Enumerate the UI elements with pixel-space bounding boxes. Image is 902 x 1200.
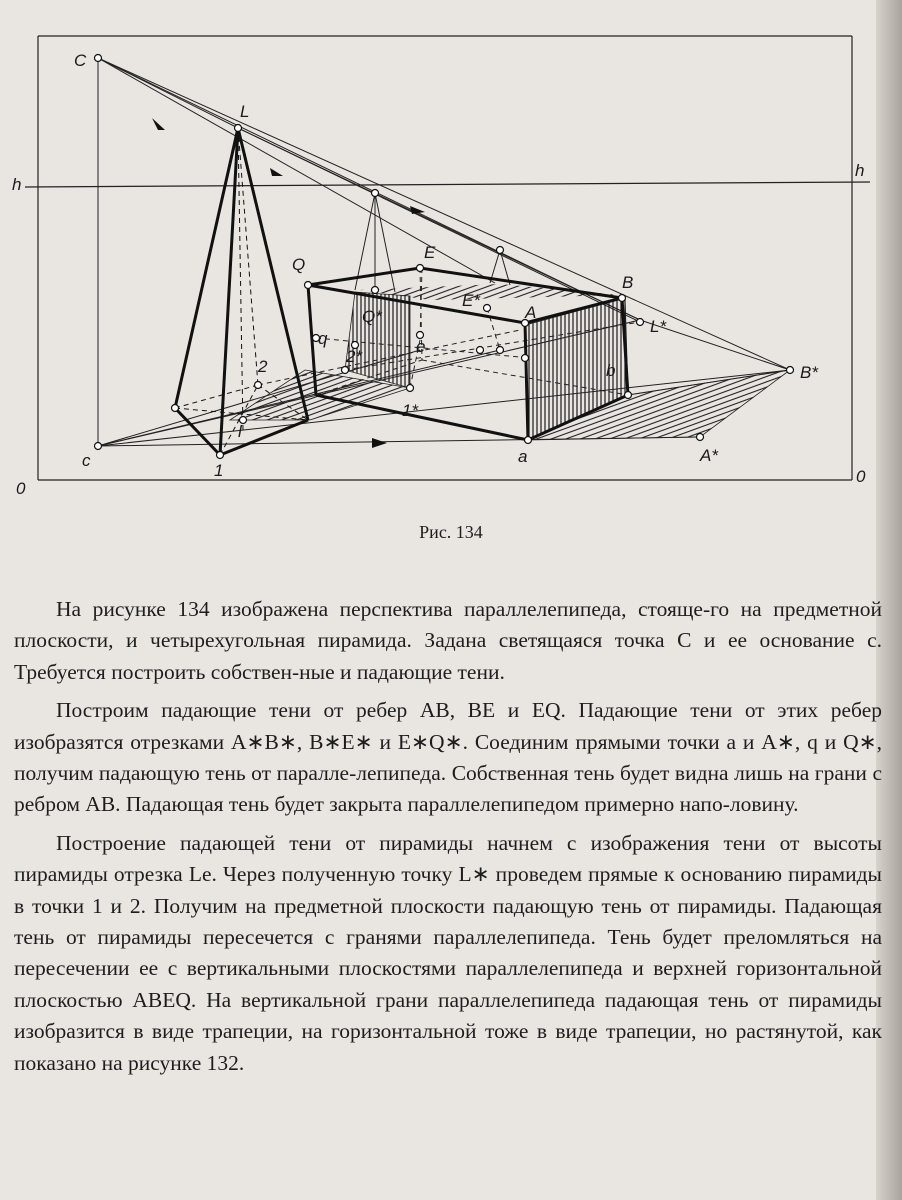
label-2: 2 bbox=[258, 357, 268, 376]
label-Q: Q bbox=[292, 255, 306, 274]
label-A: A bbox=[525, 303, 537, 322]
paragraph-1: На рисунке 134 изображена перспектива параллелепипеда, стояще-го на предметной плоскости, и четырехугольная пирамида. Задана светящаяся точка C и ее основание c. Требуется построить собствен-ные и падающие тени. bbox=[14, 597, 882, 684]
label-h-right: h bbox=[855, 161, 865, 180]
figure-caption: Рис. 134 bbox=[419, 522, 483, 542]
label-b: b bbox=[606, 361, 616, 380]
label-E-star: E* bbox=[462, 291, 480, 310]
label-B: B bbox=[622, 273, 634, 292]
label-a: a bbox=[518, 447, 528, 466]
label-O-left: 0 bbox=[16, 479, 26, 498]
paragraph-2: Построим падающие тени от ребер AB, BE и EQ. Падающие тени от этих ребер изобразятся отрезками A∗B∗, B∗E∗ и E∗Q∗. Соединим прямыми точки a и A∗, q и Q∗, получим падающую тень от паралле-лепипеда. Собственная тень будет видна лишь на грани с ребром AB. Падающая тень будет закрыта параллелепипедом примерно напо-ловину. bbox=[14, 698, 882, 817]
label-q: q bbox=[318, 329, 328, 348]
label-O-right: 0 bbox=[856, 467, 866, 486]
label-A-star: A* bbox=[700, 446, 718, 465]
label-L: L bbox=[240, 102, 250, 121]
label-E: E bbox=[424, 243, 436, 262]
perspective-drawing bbox=[0, 0, 902, 500]
label-l: l bbox=[238, 422, 242, 441]
label-h-left: h bbox=[12, 175, 22, 194]
label-1: 1 bbox=[214, 461, 224, 480]
pyramid bbox=[175, 128, 308, 455]
label-e: e bbox=[416, 337, 426, 356]
label-B-star: B* bbox=[800, 363, 818, 382]
point-labels bbox=[12, 51, 866, 498]
horizon-line bbox=[25, 182, 870, 187]
label-Q-star: Q* bbox=[362, 307, 382, 326]
label-c: c bbox=[82, 451, 91, 470]
label-C: C bbox=[74, 51, 87, 70]
figure-134 bbox=[0, 0, 902, 500]
paragraph-3: Построение падающей тени от пирамиды начнем с изображения тени от высоты пирамиды отрезка Le. Через полученную точку L∗ проведем прямые к основанию пирамиды в точки 1 и 2. Получим на предметной плоскости падающую тень от пирамиды. Падающая тень от пирамиды пересечется с гранями параллелепипеда. Тень будет преломляться на пересечении ее с вертикальными плоскостями параллелепипеда и верхней горизонтальной плоскостью ABEQ. На вертикальной грани параллелепипеда падающая тень от пирамиды изобразится в виде трапеции, на горизонтальной тоже в виде трапеции, но растянутой, как показано на рисунке 132. bbox=[14, 830, 882, 1075]
body-text bbox=[14, 594, 882, 1086]
label-2-star: 2* bbox=[346, 347, 363, 366]
label-1-star: 1* bbox=[402, 401, 419, 420]
label-L-star: L* bbox=[650, 317, 667, 336]
